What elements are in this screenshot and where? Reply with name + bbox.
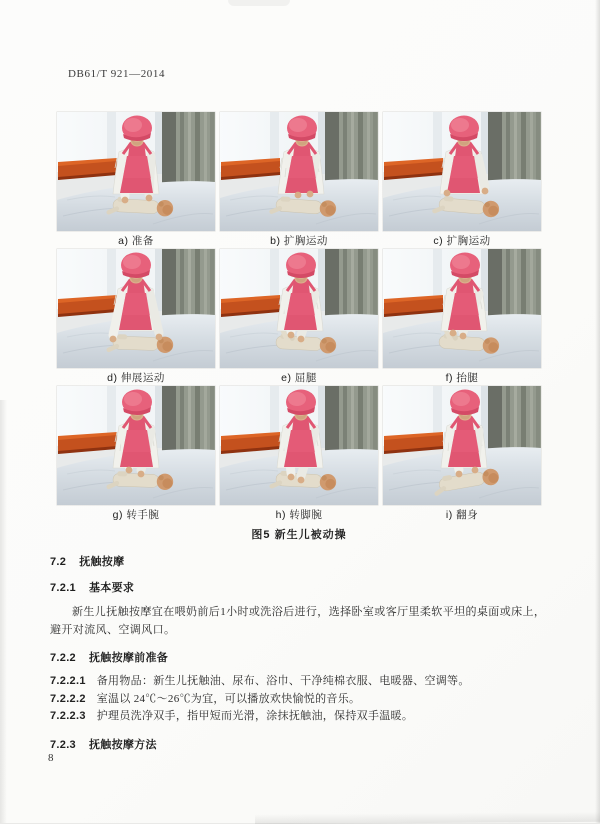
photo-caption: i) 翻身 <box>445 509 479 521</box>
photo-image <box>220 386 378 505</box>
photo-frame <box>220 386 378 505</box>
clause-number: 7.2.2.1 <box>50 675 86 687</box>
figure-photo-cell <box>57 386 215 523</box>
page-number: 8 <box>48 752 54 764</box>
scan-artifact-left <box>0 400 7 823</box>
clause-number: 7.2.2.2 <box>50 692 86 705</box>
figure-photo-cell <box>57 112 215 249</box>
clause-text: 护理员洗净双手，指甲短而光滑，涂抹抚触油，保持双手温暖。 <box>96 710 414 722</box>
figure-photo-cell <box>383 249 541 386</box>
photo-image <box>57 112 215 231</box>
photo-caption: a) 准备 <box>118 235 154 247</box>
clause-text: 备用物品：新生儿抚触油、尿布、浴巾、干净纯棉衣服、电暖器、空调等。 <box>96 675 470 687</box>
photo-frame <box>383 112 541 231</box>
standard-number-header: DB61/T 921—2014 <box>68 68 166 80</box>
photo-grid <box>57 112 541 523</box>
photo-image <box>57 249 215 368</box>
photo-image <box>57 386 215 505</box>
section-heading <box>50 736 552 752</box>
figure-photo-cell <box>383 112 541 249</box>
section-title: 抚触按摩方法 <box>88 738 157 751</box>
photo-frame <box>57 249 215 368</box>
scan-artifact-right <box>595 0 600 823</box>
body-paragraph: 新生儿抚触按摩宜在喂奶前后1小时或洗浴后进行，选择卧室或客厅里柔软平坦的桌面或床上，避开对流风、空调风口。 <box>50 606 546 636</box>
photo-frame <box>220 112 378 231</box>
photo-caption: d) 伸展运动 <box>107 372 165 384</box>
photo-frame <box>220 249 378 368</box>
photo-image <box>383 249 541 368</box>
section-title: 抚触按摩 <box>79 556 125 568</box>
section-number: 7.2.1 <box>50 582 76 594</box>
photo-caption: c) 扩胸运动 <box>433 235 491 247</box>
photo-frame <box>57 386 215 505</box>
section-number: 7.2.3 <box>50 738 76 751</box>
body-text-sections <box>50 543 552 760</box>
photo-image <box>220 112 378 231</box>
figure-photo-cell <box>220 112 378 249</box>
scan-artifact-top <box>228 0 290 6</box>
photo-image <box>383 112 541 231</box>
photo-caption: b) 扩胸运动 <box>270 235 328 247</box>
photo-image <box>383 386 541 505</box>
figure-caption: 图5 新生儿被动操 <box>251 529 347 541</box>
photo-caption: g) 转手腕 <box>112 509 160 521</box>
clause-line <box>50 691 552 709</box>
photo-frame <box>57 112 215 231</box>
section-number: 7.2.2 <box>50 652 76 664</box>
section-title: 抚触按摩前准备 <box>88 652 169 664</box>
section-heading <box>50 579 552 595</box>
section-heading <box>50 649 552 665</box>
figure-photo-cell <box>220 249 378 386</box>
clause-text: 室温以 24℃～26℃为宜，可以播放欢快愉悦的音乐。 <box>96 692 361 705</box>
photo-caption: h) 转脚腕 <box>275 509 323 521</box>
clause-line <box>50 708 552 726</box>
photo-frame <box>383 249 541 368</box>
figure-photo-cell <box>383 386 541 523</box>
section-title: 基本要求 <box>88 582 135 594</box>
scan-artifact-bottom <box>255 812 600 824</box>
clause-number: 7.2.2.3 <box>50 710 86 722</box>
figure-5 <box>57 112 541 542</box>
clause-line <box>50 673 552 691</box>
photo-caption: f) 抬腿 <box>445 372 479 384</box>
section-heading <box>50 553 552 569</box>
section-number: 7.2 <box>50 556 67 568</box>
photo-image <box>220 249 378 368</box>
photo-frame <box>383 386 541 505</box>
figure-photo-cell <box>57 249 215 386</box>
photo-caption: e) 屈腿 <box>281 372 317 384</box>
figure-photo-cell <box>220 386 378 523</box>
